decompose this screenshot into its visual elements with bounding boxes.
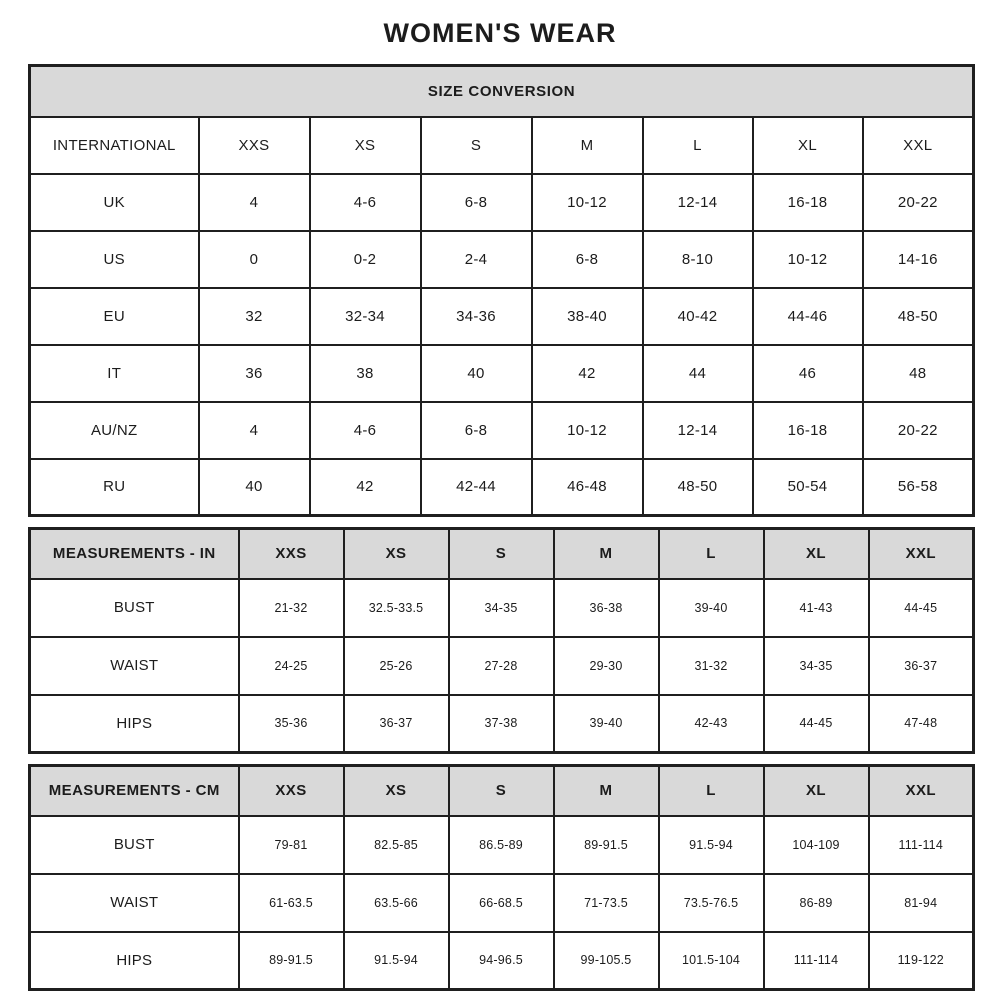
measurements-in-table	[28, 527, 975, 754]
size-cell: 48	[863, 345, 974, 402]
measure-cell: 91.5-94	[659, 816, 764, 874]
measure-cell: 63.5-66	[344, 874, 449, 932]
table-title-row	[30, 66, 974, 117]
size-cell: 42	[310, 459, 421, 516]
measure-cell: 94-96.5	[449, 932, 554, 990]
row-label: BUST	[30, 816, 239, 874]
row-label: US	[30, 231, 199, 288]
column-header: XXL	[863, 117, 974, 174]
size-cell: 46	[753, 345, 863, 402]
row-label: RU	[30, 459, 199, 516]
measure-cell: 119-122	[869, 932, 974, 990]
size-conversion-table	[28, 64, 975, 517]
column-header: XS	[310, 117, 421, 174]
size-cell: 0-2	[310, 231, 421, 288]
column-header: XS	[344, 529, 449, 579]
measure-cell: 34-35	[449, 579, 554, 637]
measure-cell: 37-38	[449, 695, 554, 753]
column-header: XXS	[239, 766, 344, 816]
size-cell: 6-8	[421, 174, 532, 231]
measure-cell: 44-45	[764, 695, 869, 753]
column-header: L	[659, 766, 764, 816]
column-header: XS	[344, 766, 449, 816]
table-row	[30, 695, 974, 753]
column-header: XL	[753, 117, 863, 174]
measure-cell: 24-25	[239, 637, 344, 695]
size-cell: 40	[199, 459, 310, 516]
column-header: XL	[764, 529, 869, 579]
row-label: HIPS	[30, 932, 239, 990]
measure-cell: 73.5-76.5	[659, 874, 764, 932]
measure-cell: 61-63.5	[239, 874, 344, 932]
table-title: MEASUREMENTS - CM	[30, 766, 239, 816]
size-cell: 34-36	[421, 288, 532, 345]
table-row	[30, 816, 974, 874]
size-cell: 42-44	[421, 459, 532, 516]
column-header: M	[554, 766, 659, 816]
table-row	[30, 174, 974, 231]
size-cell: 32-34	[310, 288, 421, 345]
table-row	[30, 402, 974, 459]
size-cell: 4	[199, 174, 310, 231]
measure-cell: 35-36	[239, 695, 344, 753]
measurements-cm-table	[28, 764, 975, 991]
size-cell: 44	[643, 345, 753, 402]
measure-cell: 42-43	[659, 695, 764, 753]
size-cell: 0	[199, 231, 310, 288]
table-row	[30, 459, 974, 516]
column-header: INTERNATIONAL	[30, 117, 199, 174]
column-header: M	[554, 529, 659, 579]
row-label: IT	[30, 345, 199, 402]
measure-cell: 101.5-104	[659, 932, 764, 990]
size-cell: 50-54	[753, 459, 863, 516]
size-cell: 16-18	[753, 402, 863, 459]
table-header-row	[30, 117, 974, 174]
measure-cell: 39-40	[554, 695, 659, 753]
measure-cell: 25-26	[344, 637, 449, 695]
table-row	[30, 874, 974, 932]
row-label: AU/NZ	[30, 402, 199, 459]
row-label: EU	[30, 288, 199, 345]
table-row	[30, 932, 974, 990]
column-header: XXS	[199, 117, 310, 174]
size-cell: 8-10	[643, 231, 753, 288]
row-label: UK	[30, 174, 199, 231]
measure-cell: 31-32	[659, 637, 764, 695]
column-header: XXL	[869, 766, 974, 816]
column-header: S	[449, 766, 554, 816]
size-cell: 16-18	[753, 174, 863, 231]
size-cell: 14-16	[863, 231, 974, 288]
column-header: L	[659, 529, 764, 579]
measure-cell: 36-37	[869, 637, 974, 695]
table-row	[30, 345, 974, 402]
measure-cell: 104-109	[764, 816, 869, 874]
measure-cell: 82.5-85	[344, 816, 449, 874]
table-row	[30, 231, 974, 288]
measure-cell: 44-45	[869, 579, 974, 637]
measure-cell: 91.5-94	[344, 932, 449, 990]
size-cell: 6-8	[532, 231, 643, 288]
size-cell: 4-6	[310, 174, 421, 231]
size-cell: 2-4	[421, 231, 532, 288]
measure-cell: 36-38	[554, 579, 659, 637]
size-cell: 36	[199, 345, 310, 402]
row-label: HIPS	[30, 695, 239, 753]
size-cell: 32	[199, 288, 310, 345]
measure-cell: 32.5-33.5	[344, 579, 449, 637]
size-cell: 6-8	[421, 402, 532, 459]
size-cell: 10-12	[532, 402, 643, 459]
size-cell: 56-58	[863, 459, 974, 516]
measure-cell: 34-35	[764, 637, 869, 695]
size-cell: 20-22	[863, 402, 974, 459]
measure-cell: 86.5-89	[449, 816, 554, 874]
table-row	[30, 579, 974, 637]
size-cell: 20-22	[863, 174, 974, 231]
column-header: L	[643, 117, 753, 174]
table-row	[30, 288, 974, 345]
table-header-row	[30, 766, 974, 816]
measure-cell: 21-32	[239, 579, 344, 637]
table-title: MEASUREMENTS - IN	[30, 529, 239, 579]
size-cell: 10-12	[753, 231, 863, 288]
measure-cell: 99-105.5	[554, 932, 659, 990]
page-title: WOMEN'S WEAR	[383, 18, 617, 48]
measure-cell: 79-81	[239, 816, 344, 874]
measure-cell: 81-94	[869, 874, 974, 932]
table-row	[30, 637, 974, 695]
column-header: S	[449, 529, 554, 579]
measure-cell: 36-37	[344, 695, 449, 753]
column-header: M	[532, 117, 643, 174]
measure-cell: 29-30	[554, 637, 659, 695]
size-cell: 38	[310, 345, 421, 402]
size-cell: 42	[532, 345, 643, 402]
size-cell: 46-48	[532, 459, 643, 516]
measure-cell: 27-28	[449, 637, 554, 695]
measure-cell: 47-48	[869, 695, 974, 753]
measure-cell: 111-114	[869, 816, 974, 874]
measure-cell: 111-114	[764, 932, 869, 990]
size-cell: 40	[421, 345, 532, 402]
row-label: BUST	[30, 579, 239, 637]
table-header-row	[30, 529, 974, 579]
size-cell: 12-14	[643, 174, 753, 231]
size-cell: 12-14	[643, 402, 753, 459]
table-title: SIZE CONVERSION	[30, 66, 974, 117]
column-header: S	[421, 117, 532, 174]
column-header: XL	[764, 766, 869, 816]
measure-cell: 71-73.5	[554, 874, 659, 932]
row-label: WAIST	[30, 874, 239, 932]
row-label: WAIST	[30, 637, 239, 695]
measure-cell: 66-68.5	[449, 874, 554, 932]
size-cell: 38-40	[532, 288, 643, 345]
measure-cell: 41-43	[764, 579, 869, 637]
size-cell: 10-12	[532, 174, 643, 231]
size-cell: 4-6	[310, 402, 421, 459]
size-cell: 44-46	[753, 288, 863, 345]
size-cell: 48-50	[863, 288, 974, 345]
measure-cell: 89-91.5	[554, 816, 659, 874]
measure-cell: 39-40	[659, 579, 764, 637]
measure-cell: 89-91.5	[239, 932, 344, 990]
measure-cell: 86-89	[764, 874, 869, 932]
column-header: XXS	[239, 529, 344, 579]
size-cell: 4	[199, 402, 310, 459]
size-cell: 48-50	[643, 459, 753, 516]
column-header: XXL	[869, 529, 974, 579]
size-cell: 40-42	[643, 288, 753, 345]
